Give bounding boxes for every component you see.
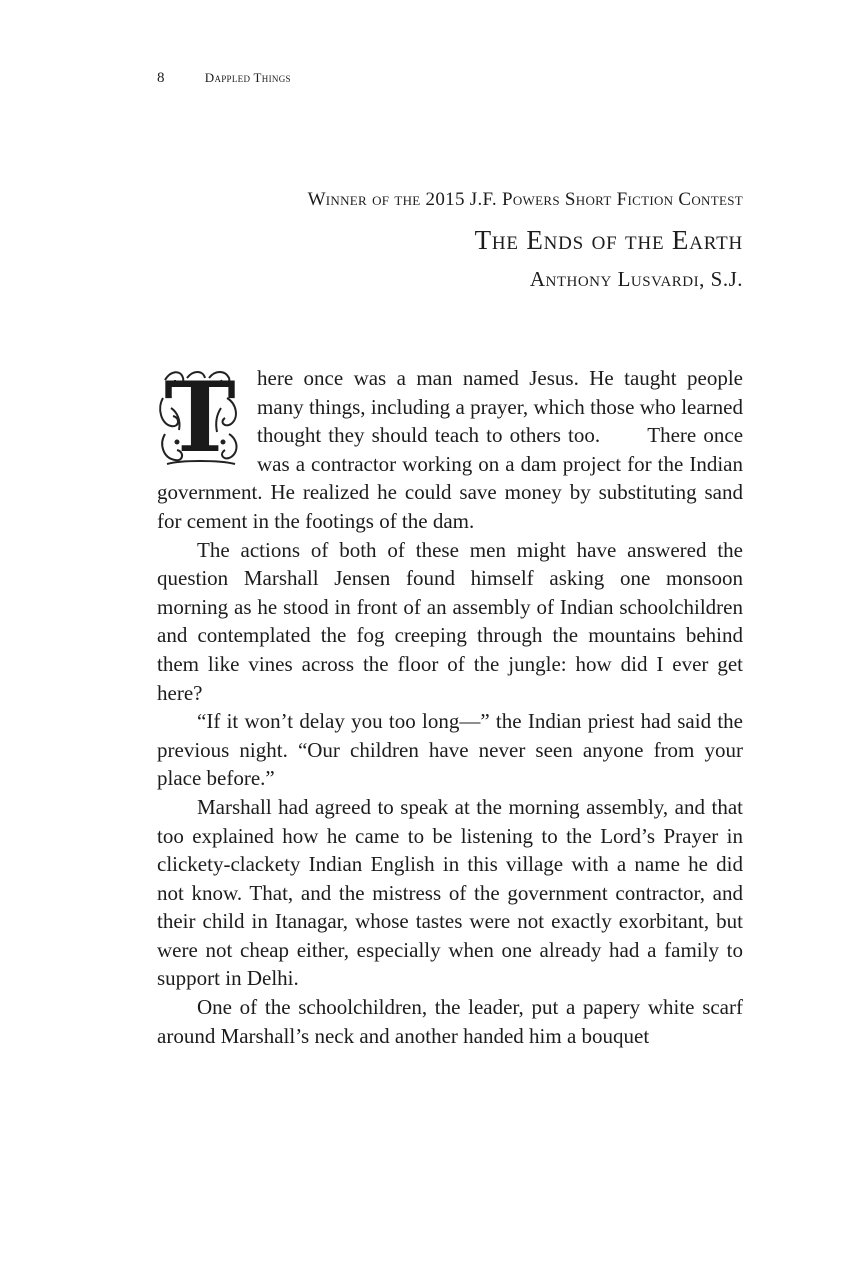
story-title: The Ends of the Earth [474, 225, 743, 255]
paragraph: One of the schoolchildren, the leader, put a papery white scarf around Marshall’s neck and another handed him a bouquet [157, 995, 743, 1048]
drop-cap-letter: T [164, 361, 236, 474]
story-body [157, 361, 744, 1050]
journal-title: Dappled Things [204, 70, 291, 85]
paragraph: The actions of both of these men might have answered the question Marshall Jensen found himself asking one monsoon morning as he stood in front of an assembly of Indian schoolchildren and contemplated the fog creeping through the mountains behind them like vines across the floor of the jungle: how did I ever get here? [157, 537, 743, 705]
running-head [157, 68, 291, 88]
ornamental-drop-cap-icon [157, 361, 243, 474]
page-number: 8 [157, 70, 165, 86]
paragraph: “If it won’t delay you too long—” the Indian priest had said the previous night. “Our children have never seen anyone from your place before.” [157, 709, 743, 791]
paragraph-text: here once was a man named Jesus. He taught people many things, including a prayer, which those who learned thought they should teach to others too. [257, 366, 743, 448]
contest-line: Winner of the 2015 J.F. Powers Short Fiction Contest [307, 189, 743, 210]
paragraph [157, 361, 744, 536]
paragraph-text: There once was a contractor working on a dam project for the Indian government. He realized he could save money by substituting sand for cement in the footings of the dam. [157, 423, 744, 533]
story-heading [308, 186, 743, 294]
paragraph: Marshall had agreed to speak at the morning assembly, and that too explained how he came to be listening to the Lord’s Prayer in clickety-clackety Indian English in this village with a name he did not know. That, and the mistress of the government contractor, and their child in Itanagar, whose tastes were not exactly exorbitant, but were not cheap either, especially when one already had a family to support in Delhi. [157, 794, 743, 991]
author-line: Anthony Lusvardi, S.J. [529, 267, 743, 291]
